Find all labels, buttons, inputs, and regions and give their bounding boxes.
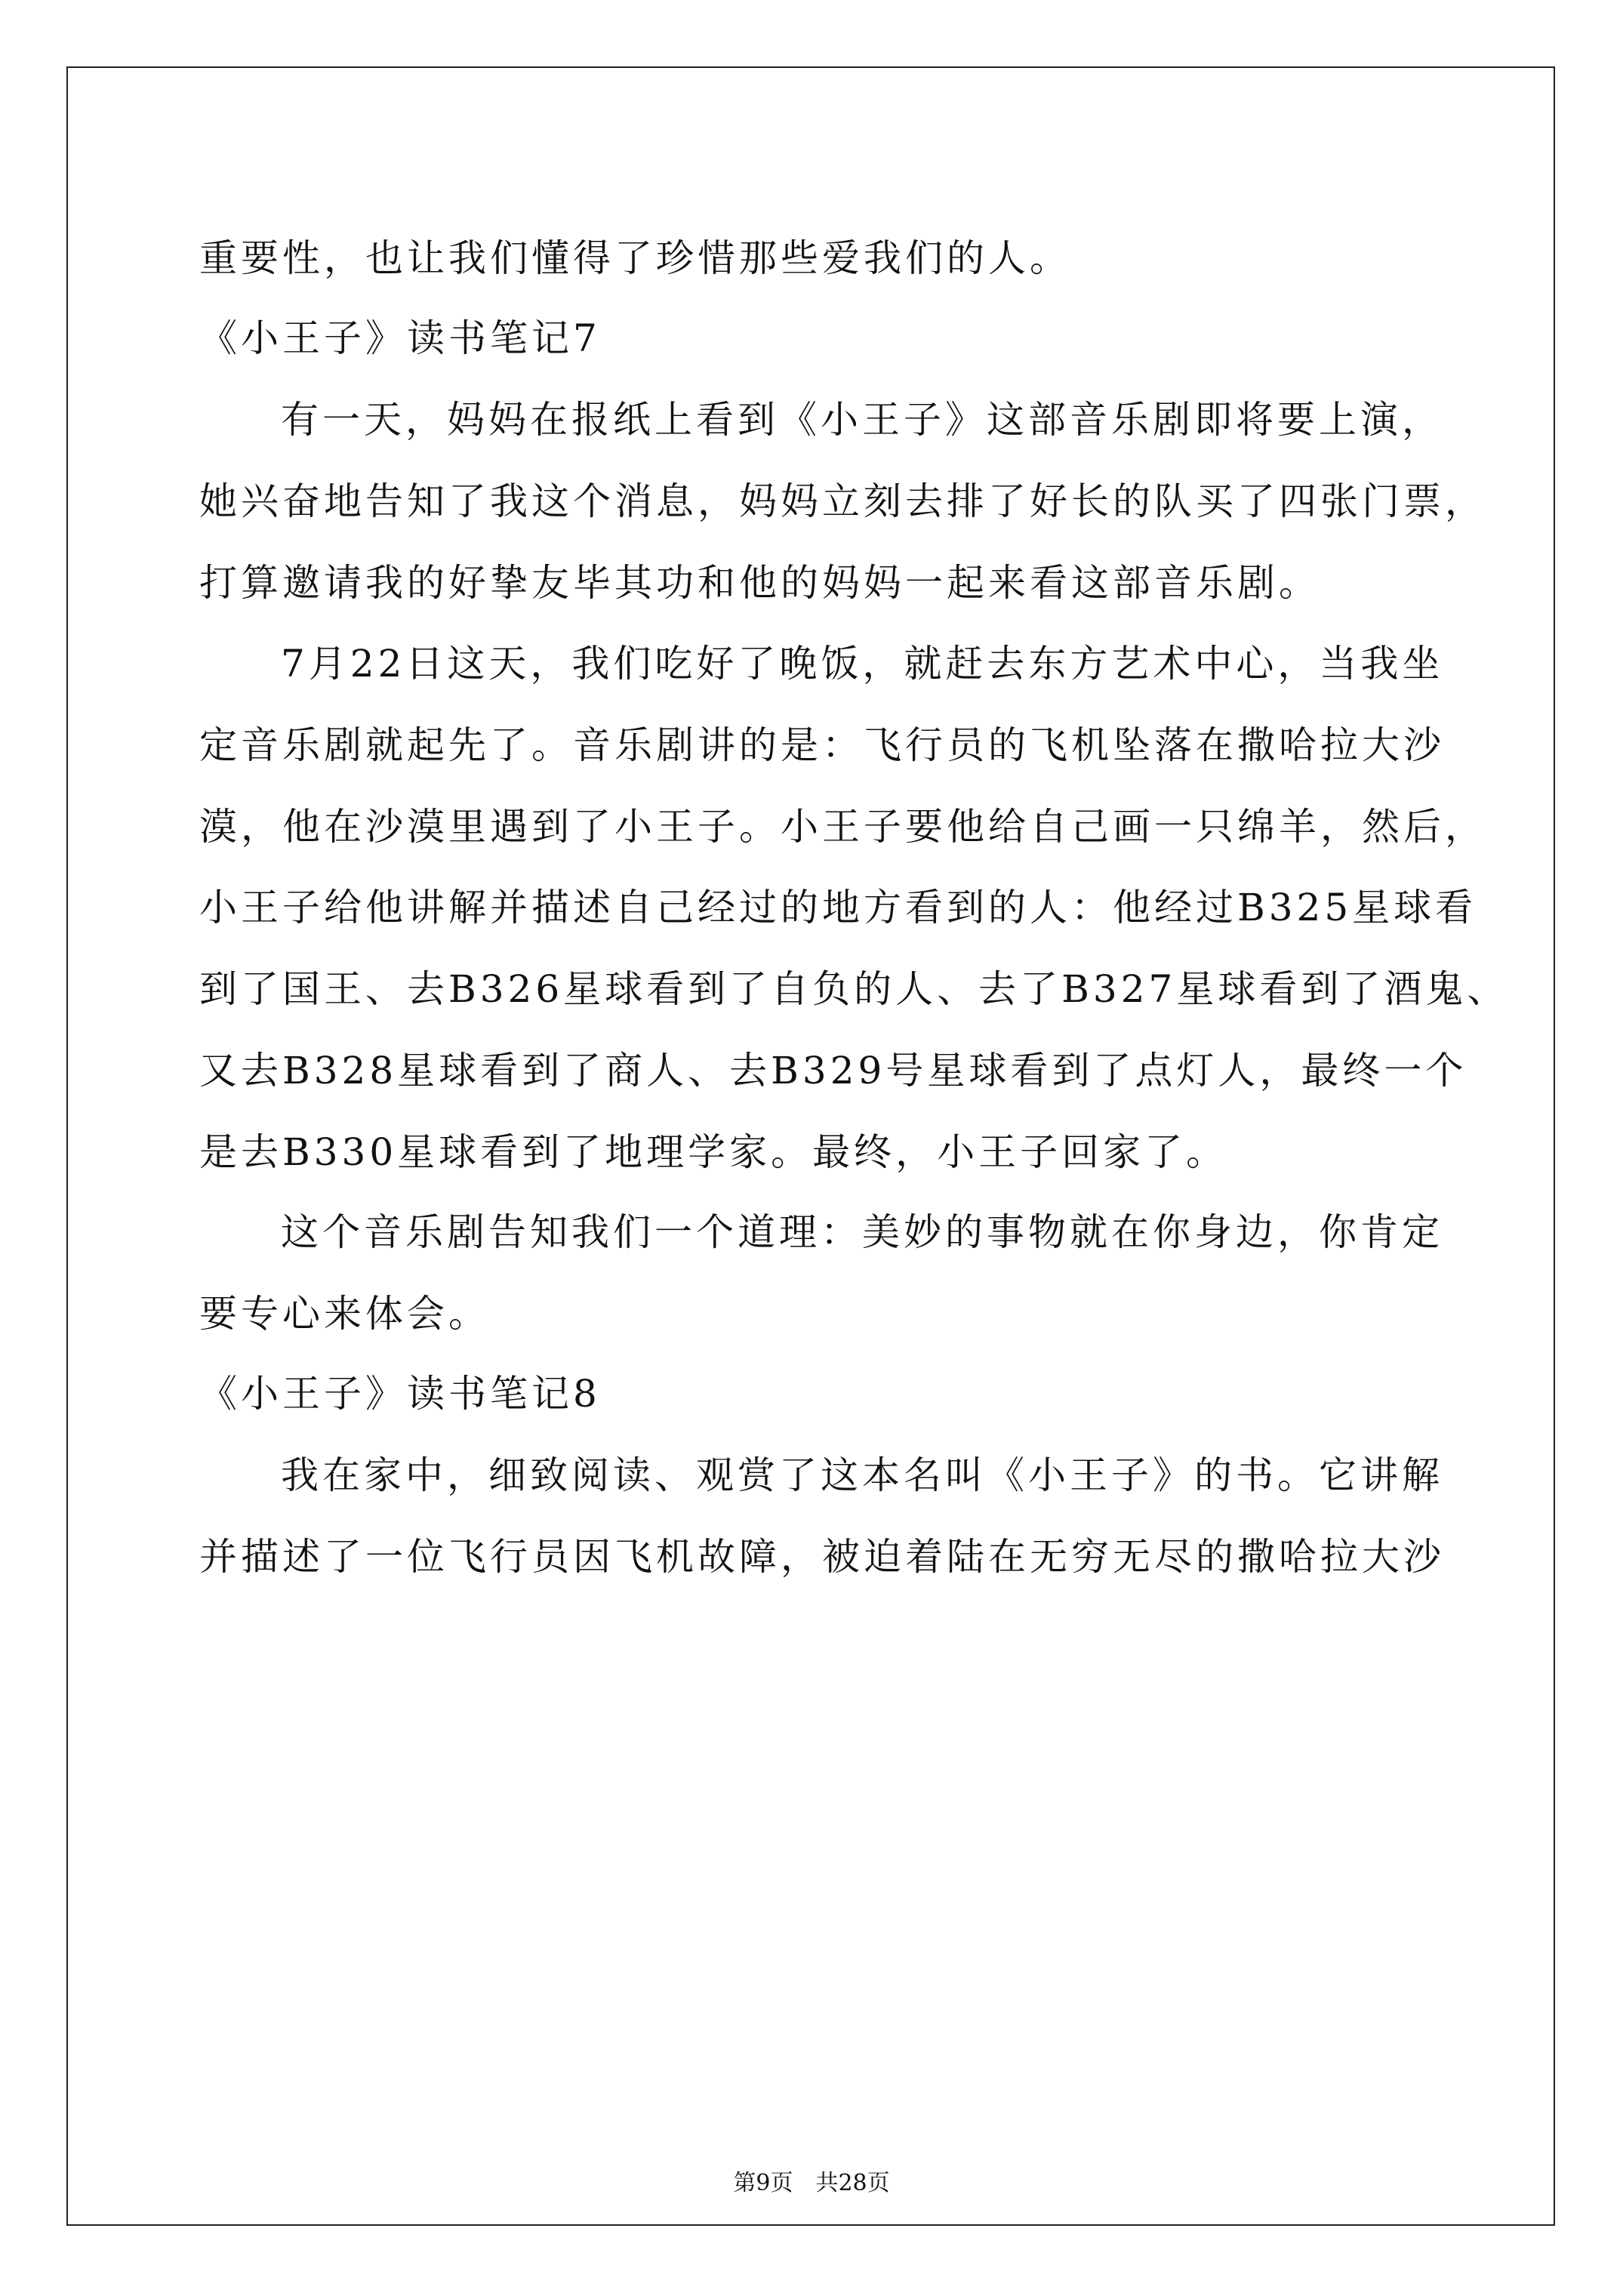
text-line: 并描述了一位飞行员因飞机故障，被迫着陆在无穷无尽的撒哈拉大沙 [199,1535,1445,1579]
text-line: 定音乐剧就起先了。音乐剧讲的是：飞行员的飞机坠落在撒哈拉大沙 [199,723,1445,767]
text-line: 重要性，也让我们懂得了珍惜那些爱我们的人。 [199,236,1071,280]
text-line: 有一天，妈妈在报纸上看到《小王子》这部音乐剧即将要上演， [281,398,1443,442]
text-line: 7月22日这天，我们吃好了晚饭，就赶去东方艺术中心，当我坐 [281,642,1444,686]
text-line: 是去B330星球看到了地理学家。最终，小王子回家了。 [199,1130,1228,1174]
text-line: 这个音乐剧告知我们一个道理：美妙的事物就在你身边，你肯定 [281,1210,1443,1254]
text-line: 漠，他在沙漠里遇到了小王子。小王子要他给自己画一只绵羊，然后， [199,805,1486,849]
text-line: 到了国王、去B326星球看到了自负的人、去了B327星球看到了酒鬼、 [199,967,1509,1011]
text-line: 她兴奋地告知了我这个消息，妈妈立刻去排了好长的队买了四张门票， [199,479,1486,523]
text-line: 我在家中，细致阅读、观赏了这本名叫《小王子》的书。它讲解 [281,1453,1443,1497]
page-footer: 第9页 共28页 [733,2170,890,2196]
section-heading-7: 《小王子》读书笔记7 [199,316,601,360]
text-line: 又去B328星球看到了商人、去B329号星球看到了点灯人，最终一个 [199,1049,1467,1093]
text-line: 小王子给他讲解并描述自己经过的地方看到的人：他经过B325星球看 [199,886,1477,929]
text-line: 要专心来体会。 [199,1292,490,1336]
text-line: 打算邀请我的好挚友毕其功和他的妈妈一起来看这部音乐剧。 [199,561,1320,605]
section-heading-8: 《小王子》读书笔记8 [199,1372,601,1416]
